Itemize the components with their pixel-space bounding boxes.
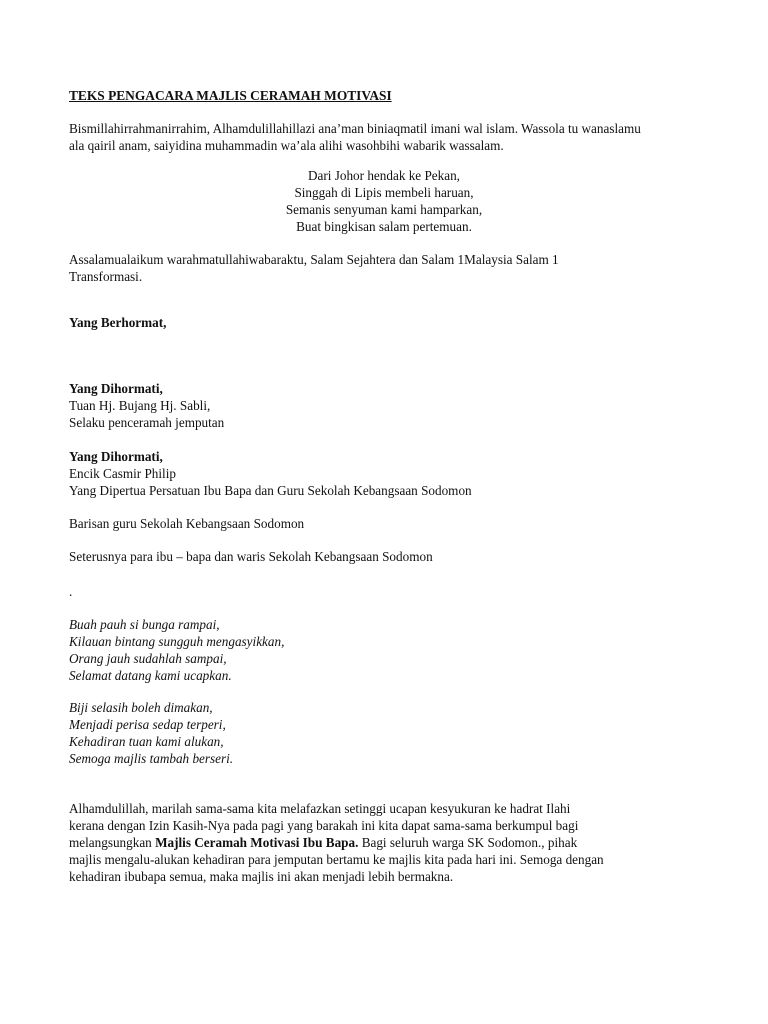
separator-dot: .	[69, 584, 73, 599]
pantun-line: Buat bingkisan salam pertemuan.	[296, 219, 472, 234]
guest1-role: Selaku penceramah jemputan	[69, 415, 225, 430]
closing-line: kehadiran ibubapa semua, maka majlis ini akan menjadi lebih bermakna.	[69, 869, 454, 884]
closing-paragraph	[69, 800, 729, 885]
greeting-line: Assalamualaikum warahmatullahiwabaraktu, Salam Sejahtera dan Salam 1Malaysia Salam 1	[69, 252, 559, 267]
opening-line: Bismillahirrahmanirrahim, Alhamdulillahillazi ana’man biniaqmatil imani wal islam. Wassola tu wanaslamu	[69, 121, 641, 136]
opening-paragraph	[69, 120, 709, 154]
guest2-heading: Yang Dihormati,	[69, 449, 163, 464]
pantun-welcome	[69, 616, 709, 684]
event-name: Majlis Ceramah Motivasi Ibu Bapa.	[155, 835, 359, 850]
pantun-opening	[69, 167, 699, 235]
guest2-block	[69, 448, 709, 499]
guest1-name: Tuan Hj. Bujang Hj. Sabli,	[69, 398, 211, 413]
opening-line: ala qairil anam, saiyidina muhammadin wa’ala alihi wasohbihi wabarik wassalam.	[69, 138, 504, 153]
closing-line	[69, 834, 729, 851]
pantun-line: Singgah di Lipis membeli haruan,	[294, 185, 474, 200]
teachers-line: Barisan guru Sekolah Kebangsaan Sodomon	[69, 516, 305, 531]
parents-line: Seterusnya para ibu – bapa dan waris Sekolah Kebangsaan Sodomon	[69, 549, 433, 564]
pantun-line: Orang jauh sudahlah sampai,	[69, 651, 227, 666]
greeting-paragraph	[69, 251, 709, 285]
pantun-line: Dari Johor hendak ke Pekan,	[308, 168, 460, 183]
pantun-line: Semoga majlis tambah berseri.	[69, 751, 234, 766]
pantun-line: Semanis senyuman kami hamparkan,	[285, 202, 483, 217]
pantun-line: Kilauan bintang sungguh mengasyikkan,	[69, 634, 285, 649]
pantun-line: Kehadiran tuan kami alukan,	[69, 734, 224, 749]
document-title: TEKS PENGACARA MAJLIS CERAMAH MOTIVASI	[69, 88, 392, 103]
closing-text: Bagi seluruh warga SK Sodomon., pihak	[358, 835, 578, 850]
guest2-name: Encik Casmir Philip	[69, 466, 176, 481]
pantun-blessing	[69, 699, 709, 767]
closing-text: melangsungkan	[69, 835, 156, 850]
greeting-line: Transformasi.	[69, 269, 143, 284]
guest1-block	[69, 380, 709, 431]
closing-line: majlis mengalu-alukan kehadiran para jemputan bertamu ke majlis kita pada hari ini. Semoga dengan	[69, 852, 604, 867]
yb-heading: Yang Berhormat,	[69, 315, 167, 330]
pantun-line: Biji selasih boleh dimakan,	[69, 700, 213, 715]
pantun-line: Selamat datang kami ucapkan.	[69, 668, 232, 683]
pantun-line: Buah pauh si bunga rampai,	[69, 617, 220, 632]
pantun-line: Menjadi perisa sedap terperi,	[69, 717, 226, 732]
closing-line: kerana dengan Izin Kasih-Nya pada pagi yang barakah ini kita dapat sama-sama berkumpul bagi	[69, 818, 579, 833]
closing-line: Alhamdulillah, marilah sama-sama kita melafazkan setinggi ucapan kesyukuran ke hadrat Ilahi	[69, 801, 571, 816]
guest2-role: Yang Dipertua Persatuan Ibu Bapa dan Guru Sekolah Kebangsaan Sodomon	[69, 483, 472, 498]
guest1-heading: Yang Dihormati,	[69, 381, 163, 396]
